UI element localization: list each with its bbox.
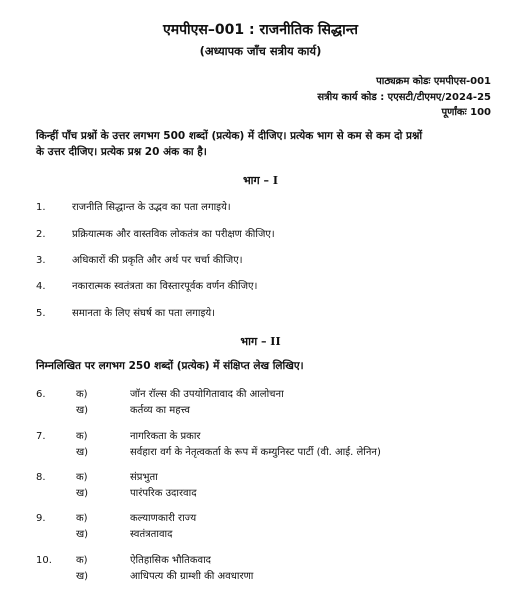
question-text: प्रक्रियात्मक और वास्तविक लोकतंत्र का परीक्षण कीजिए।: [72, 229, 275, 240]
question-text: नकारात्मक स्वतंत्रता का विस्तारपूर्वक वर्णन कीजिए।: [72, 281, 258, 292]
assignment-meta: [317, 74, 491, 121]
subquestion-text: स्वतंत्रतावाद: [130, 529, 173, 540]
course-code: पाठ्यक्रम कोडः एमपीएस-001: [376, 76, 491, 87]
subquestion-label: ख): [76, 447, 89, 458]
subquestion-text: कर्तव्य का महत्त्व: [130, 405, 190, 416]
subquestion-text: नागरिकता के प्रकार: [130, 431, 201, 442]
assignment-code: सत्रीय कार्य कोड : एएसटी/टीएमए/2024-25: [317, 91, 491, 103]
subquestion-text: ऐतिहासिक भौतिकवाद: [130, 555, 211, 566]
question-number: 1.: [36, 202, 46, 213]
subquestion-text: संप्रभुता: [130, 472, 158, 483]
subquestion-text: पारंपरिक उदारवाद: [130, 488, 197, 499]
question-number: 2.: [36, 229, 46, 240]
subquestion-label: क): [76, 472, 88, 483]
question-number: 3.: [36, 255, 46, 266]
subquestion-text: कल्याणकारी राज्य: [130, 513, 197, 524]
subquestion-text: सर्वहारा वर्ग के नेतृत्वकर्ता के रूप में कम्युनिस्ट पार्टी (वी. आई. लेनिन): [130, 447, 381, 458]
subquestion-label: ख): [76, 571, 89, 582]
subquestion-text: आधिपत्य की ग्राम्शी की अवधारणा: [130, 571, 254, 582]
subquestion-label: क): [76, 513, 88, 524]
question-text: समानता के लिए संघर्ष का पता लगाइये।: [72, 308, 216, 319]
instruction-line-1: किन्हीं पाँच प्रश्नों के उत्तर लगभग 500 शब्दों (प्रत्येक) में दीजिए। प्रत्येक भाग से कम से कम दो प्रश्नों: [36, 130, 423, 142]
question-number: 8.: [36, 472, 46, 483]
section-heading-part2: भाग – II: [240, 335, 281, 348]
section-heading-part1: भाग – I: [242, 174, 279, 187]
question-text: राजनीति सिद्धान्त के उद्भव का पता लगाइये।: [72, 202, 231, 213]
question-number: 5.: [36, 308, 46, 319]
subquestion-text: जॉन रॉल्स की उपयोगितावाद की आलोचना: [130, 389, 284, 400]
part2-instructions: निम्नलिखित पर लगभग 250 शब्दों (प्रत्येक) में संक्षिप्त लेख लिखिए।: [36, 360, 304, 372]
instruction-line-2: के उत्तर दीजिए। प्रत्येक प्रश्न 20 अंक का है।: [36, 146, 207, 158]
subquestion-label: ख): [76, 405, 89, 416]
subquestion-label: ख): [76, 529, 89, 540]
question-number: 10.: [36, 555, 52, 566]
subquestion-label: क): [76, 431, 88, 442]
question-number: 6.: [36, 389, 46, 400]
question-number: 7.: [36, 431, 46, 442]
page-subtitle: (अध्यापक जाँच सत्रीय कार्य): [199, 44, 322, 58]
question-number: 9.: [36, 513, 46, 524]
subquestion-label: क): [76, 555, 88, 566]
page-title: एमपीएस–001 : राजनीतिक सिद्धान्त: [162, 22, 359, 38]
part1-instructions: [36, 128, 491, 160]
question-number: 4.: [36, 281, 46, 292]
subquestion-label: क): [76, 389, 88, 400]
subquestion-label: ख): [76, 488, 89, 499]
max-marks: पूर्णांकः 100: [441, 107, 491, 118]
question-text: अधिकारों की प्रकृति और अर्थ पर चर्चा कीजिए।: [72, 255, 243, 266]
